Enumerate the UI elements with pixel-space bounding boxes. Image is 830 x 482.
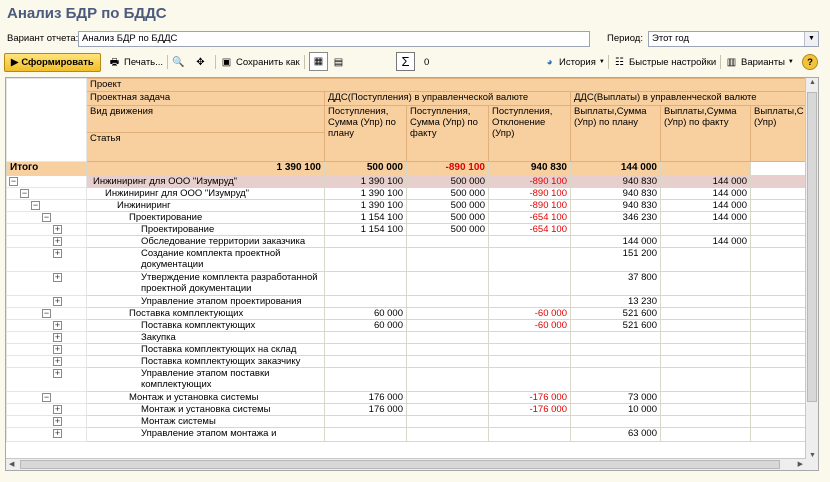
cell-out-fact: 144 000 [661,236,751,248]
row-name-line: Обследование территории заказчика [141,236,306,247]
cell-in-dev [489,332,571,344]
cell-in-dev [489,248,571,272]
chevron-down-icon: ▼ [787,59,794,65]
cell-out-plan: 151 200 [571,248,661,272]
row-name [87,200,325,212]
row-name [87,272,325,296]
total-in-dev: -890 100 [407,162,489,176]
collapse-icon[interactable]: − [43,212,50,222]
table-view-button[interactable] [309,52,328,71]
row-name-line: Инжиниринг [117,200,171,211]
cell-in-plan [325,416,407,428]
cell-in-plan: 1 390 100 [325,200,407,212]
cell-out-fact: 144 000 [661,212,751,224]
cell-out-fact [661,296,751,308]
tree-cell [7,272,87,296]
row-name [87,308,325,320]
cell-out-plan: 63 000 [571,428,661,442]
tree-cell [7,392,87,404]
cell-in-plan [325,272,407,296]
cell-out-plan: 521 600 [571,308,661,320]
table-alt-button[interactable] [332,52,345,72]
collapse-icon[interactable]: − [10,176,17,186]
scroll-down-icon[interactable]: ▼ [809,452,816,459]
header-item: Статья [87,133,325,162]
tree-cell [7,200,87,212]
variants-label: Варианты [741,56,785,68]
total-out-plan: 940 830 [489,162,571,176]
header-task: Проектная задача [87,92,325,106]
generate-label: Сформировать [21,56,94,68]
grid-icon: ▦ [313,56,324,67]
period-value: Этот год [652,33,690,44]
table-row[interactable] [7,344,808,356]
cell-in-fact: 500 000 [407,176,489,188]
cell-out-fact [661,320,751,332]
cell-in-plan: 1 154 100 [325,224,407,236]
cell-in-dev [489,428,571,442]
tree-cell [7,404,87,416]
total-out-fact: 144 000 [571,162,661,176]
row-name [87,392,325,404]
row-name-line: Создание комплекта проектной [141,248,281,259]
cell-out-plan [571,332,661,344]
cell-out-fact [661,392,751,404]
expand-icon[interactable]: + [54,248,61,258]
row-name-line: Проектирование [141,224,215,235]
tree-cell [7,428,87,442]
cell-in-plan: 1 390 100 [325,188,407,200]
cell-out-plan: 521 600 [571,320,661,332]
cell-out-fact [661,356,751,368]
row-name-line: Управление этапом проектирования [141,296,302,307]
history-label: История [559,56,596,68]
floppy-icon: ▣ [221,56,232,68]
table-row[interactable] [7,224,808,236]
row-name-line: Утверждение комплекта разработанной [141,272,318,283]
chevron-down-icon: ▼ [598,59,605,65]
row-name [87,188,325,200]
cell-out-plan: 13 230 [571,296,661,308]
tree-cell [7,248,87,272]
collapse-icon[interactable]: − [21,188,28,198]
cell-in-fact [407,344,489,356]
tree-cell [7,176,87,188]
history-button[interactable] [543,52,605,72]
expand-icon[interactable]: + [54,368,61,378]
row-name [87,224,325,236]
header-in-fact[interactable]: Поступления, Сумма (Упр) по факту [407,106,489,162]
cell-in-plan [325,368,407,392]
cell-in-plan: 176 000 [325,392,407,404]
move-icon: ✥ [196,56,205,68]
scroll-right-icon[interactable]: ▶ [797,461,803,468]
tree-cell [7,320,87,332]
table-row[interactable] [7,320,808,332]
collapse-icon[interactable]: − [43,392,50,402]
cell-out-fact [661,308,751,320]
cell-in-plan [325,248,407,272]
table-row[interactable] [7,296,808,308]
expand-icon[interactable]: + [54,344,61,354]
period-select[interactable] [648,31,819,47]
cell-out-plan: 940 830 [571,188,661,200]
row-name-line: комплектующих [141,379,212,390]
row-name-line: Управление этапом поставки [141,368,270,379]
variants-icon: ▥ [726,56,737,68]
cell-out-fact: 144 000 [661,188,751,200]
variant-label: Вариант отчета: [7,33,79,44]
cell-out-plan [571,416,661,428]
table-row[interactable] [7,308,808,320]
vertical-scroll-thumb[interactable] [807,92,817,402]
quick-settings-button[interactable] [613,52,716,72]
row-name [87,428,325,442]
table-row[interactable] [7,236,808,248]
cell-out-plan: 73 000 [571,392,661,404]
row-name-line: Инжиниринг для ООО "Изумруд" [93,176,238,187]
tree-cell [7,212,87,224]
expand-icon[interactable]: + [54,356,61,366]
tree-cell [7,332,87,344]
cell-in-dev [489,356,571,368]
cell-in-fact [407,272,489,296]
row-name-line: Поставка комплектующих заказчику [141,356,301,367]
cell-in-fact: 500 000 [407,188,489,200]
row-name-line: проектной документации [141,283,252,294]
cell-in-fact: 500 000 [407,200,489,212]
cell-in-fact [407,296,489,308]
expand-icon[interactable]: + [54,272,61,282]
cell-in-dev: -60 000 [489,308,571,320]
cell-out-plan: 940 830 [571,200,661,212]
cell-in-plan [325,428,407,442]
tree-cell [7,296,87,308]
cell-in-plan: 60 000 [325,320,407,332]
horizontal-scrollbar[interactable] [6,458,806,470]
cell-in-fact [407,416,489,428]
report-grid [5,77,819,471]
header-group-out: ДДС(Выплаты) в управленческой валюте [571,92,808,106]
collapse-icon[interactable]: − [43,308,50,318]
header-in-plan[interactable]: Поступления, Сумма (Упр) по плану [325,106,407,162]
generate-button[interactable] [4,53,101,72]
row-name-line: Управление этапом монтажа и [141,428,277,439]
tree-cell [7,236,87,248]
row-name-line: Проектирование [129,212,203,223]
cell-in-plan: 60 000 [325,308,407,320]
cell-out-fact: 144 000 [661,200,751,212]
row-name [87,248,325,272]
play-icon: ▶ [11,56,19,68]
cell-out-fact [661,404,751,416]
variant-input[interactable] [78,31,590,47]
cell-out-fact: 144 000 [661,176,751,188]
table-row[interactable] [7,200,808,212]
table-row[interactable] [7,416,808,428]
cell-in-dev [489,368,571,392]
cell-out-plan [571,224,661,236]
cell-out-fact [661,428,751,442]
table-row[interactable] [7,188,808,200]
row-name-line: документации [141,259,204,270]
period-label: Период: [607,33,643,44]
cell-in-fact [407,236,489,248]
cell-in-fact [407,404,489,416]
table-row[interactable] [7,176,808,188]
window-title: Анализ БДР по БДДС [7,5,167,22]
tree-cell [7,368,87,392]
expand-icon[interactable]: + [54,428,61,438]
header-movement: Вид движения [87,106,325,133]
expand-icon[interactable]: + [54,236,61,246]
row-name [87,404,325,416]
cell-out-fact [661,344,751,356]
printer-icon: 🖶 [109,56,120,68]
expand-icon[interactable]: + [54,320,61,330]
cell-in-dev: -890 100 [489,188,571,200]
header-in-dev[interactable]: Поступления, Отклонение (Упр) [489,106,571,162]
cell-in-dev [489,344,571,356]
cell-in-plan: 1 390 100 [325,176,407,188]
sum-button[interactable] [396,52,415,71]
cell-in-dev: -890 100 [489,176,571,188]
row-name-line: Монтаж и установка системы [129,392,259,403]
row-name-line: Монтаж и установка системы [141,404,271,415]
collapse-icon[interactable]: − [32,200,39,210]
toolbar [4,52,826,72]
cell-out-plan [571,368,661,392]
cell-out-fact [661,272,751,296]
row-name [87,332,325,344]
cell-in-dev: -176 000 [489,404,571,416]
cell-in-plan [325,236,407,248]
print-label: Печать... [124,56,164,68]
navigate-button[interactable] [194,52,207,72]
variant-value: Анализ БДР по БДДС [82,33,178,44]
cell-in-plan: 1 154 100 [325,212,407,224]
scroll-up-icon[interactable]: ▲ [809,79,816,86]
expand-icon[interactable]: + [54,416,61,426]
cell-in-fact [407,356,489,368]
cell-out-fact [661,368,751,392]
save-as-button[interactable] [220,52,300,72]
tree-cell [7,188,87,200]
row-name [87,176,325,188]
header-out-fact[interactable]: Выплаты,Сумма (Упр) по факту [661,106,751,162]
help-icon: ? [807,56,813,68]
total-in-fact: 500 000 [325,162,407,176]
scroll-left-icon[interactable]: ◀ [9,461,15,468]
cell-out-plan [571,344,661,356]
header-out-plan[interactable]: Выплаты,Сумма (Упр) по плану [571,106,661,162]
table-row[interactable] [7,212,808,224]
expand-icon[interactable]: + [54,296,61,306]
report-table [6,78,808,442]
row-name [87,416,325,428]
cell-in-plan [325,356,407,368]
tree-cell [7,224,87,236]
cell-in-fact [407,332,489,344]
row-name [87,344,325,356]
tree-cell [7,308,87,320]
table-icon: ▤ [333,56,344,68]
help-button[interactable] [802,54,818,70]
cell-in-fact: 500 000 [407,212,489,224]
cell-in-plan [325,344,407,356]
header-group-in: ДДС(Поступления) в управленческой валюте [325,92,571,106]
print-button[interactable] [108,52,163,72]
table-row[interactable] [7,248,808,272]
cell-out-fact [661,416,751,428]
cell-in-fact [407,308,489,320]
cell-in-dev: -890 100 [489,200,571,212]
table-row[interactable] [7,368,808,392]
cell-out-plan: 10 000 [571,404,661,416]
row-name-line: Поставка комплектующих [141,320,256,331]
magnifier-icon: 🔍 [172,56,185,68]
row-name [87,296,325,308]
cell-in-dev: -60 000 [489,320,571,332]
tree-cell [7,344,87,356]
settings-icon: ☷ [615,56,624,68]
cell-in-plan [325,332,407,344]
header-project: Проект [87,79,808,92]
tree-cell [7,356,87,368]
row-name-line: Поставка комплектующих на склад [141,344,297,355]
cell-in-fact [407,392,489,404]
total-label: Итого [7,162,87,176]
cell-in-fact [407,320,489,332]
row-name [87,236,325,248]
quick-settings-label: Быстрые настройки [629,56,717,68]
cell-out-plan: 144 000 [571,236,661,248]
variants-button[interactable] [725,52,794,72]
chevron-down-icon[interactable]: ▼ [804,32,818,46]
table-row[interactable] [7,392,808,404]
row-name-line: Поставка комплектующих [129,308,244,319]
cell-in-fact [407,248,489,272]
report-params [7,31,819,47]
row-name [87,212,325,224]
table-row[interactable] [7,356,808,368]
table-row[interactable] [7,272,808,296]
table-row[interactable] [7,428,808,442]
expand-icon[interactable]: + [54,224,61,234]
cell-in-fact: 500 000 [407,224,489,236]
cell-in-fact [407,428,489,442]
tree-header [7,79,87,162]
cell-out-fact [661,224,751,236]
row-name-line: Монтаж системы [141,416,216,427]
cell-in-fact [407,368,489,392]
vertical-scrollbar[interactable] [805,78,818,471]
cell-in-dev: -654 100 [489,224,571,236]
sum-value: 0 [424,56,430,68]
row-name [87,368,325,392]
total-row[interactable] [7,162,808,176]
cell-in-dev: -654 100 [489,212,571,224]
cell-out-fact [661,332,751,344]
cell-in-dev [489,416,571,428]
row-name-line: Закупка [141,332,176,343]
cell-in-dev [489,272,571,296]
cell-in-plan [325,296,407,308]
cell-out-fact [661,248,751,272]
row-name [87,320,325,332]
horizontal-scroll-thumb[interactable] [20,460,780,469]
cell-in-plan: 176 000 [325,404,407,416]
cell-out-plan: 940 830 [571,176,661,188]
row-name [87,356,325,368]
row-name-line: Инжиниринг для ООО "Изумруд" [105,188,250,199]
sigma-icon: Σ [401,54,410,69]
table-row[interactable] [7,404,808,416]
globe-icon: ◕ [546,56,553,68]
cell-in-dev [489,296,571,308]
tree-cell [7,416,87,428]
header-out-cut[interactable]: Выплаты,С (Упр) [751,106,808,162]
cell-in-dev: -176 000 [489,392,571,404]
cell-out-plan: 37 800 [571,272,661,296]
total-in-plan: 1 390 100 [87,162,325,176]
cell-out-plan [571,356,661,368]
cell-in-dev [489,236,571,248]
table-row[interactable] [7,332,808,344]
expand-icon[interactable]: + [54,404,61,414]
preview-button[interactable] [172,52,185,72]
cell-out-plan: 346 230 [571,212,661,224]
expand-icon[interactable]: + [54,332,61,342]
save-as-label: Сохранить как [236,56,300,68]
